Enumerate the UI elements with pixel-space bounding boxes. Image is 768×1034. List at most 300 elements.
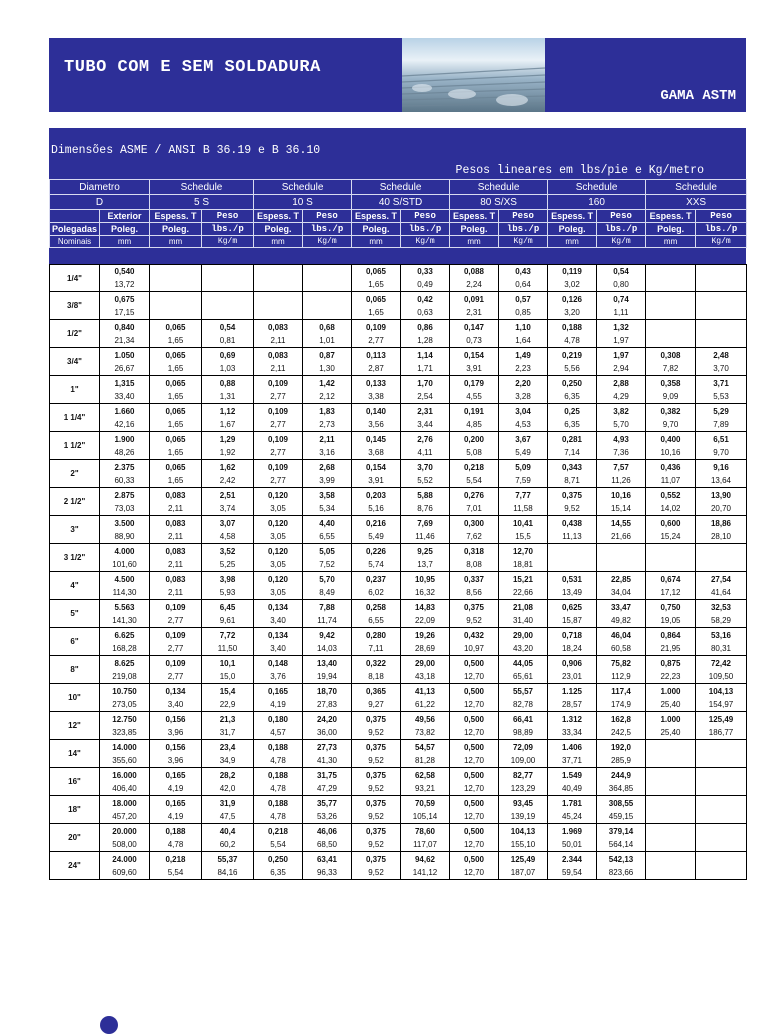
- thickness-mm: 6,35: [270, 867, 286, 877]
- nominal-size-cell: 20": [50, 824, 100, 852]
- weight-kg: 16,32: [414, 587, 436, 597]
- weight-kg: 27,83: [316, 699, 338, 709]
- weight-cell: [202, 348, 254, 376]
- thickness-mm: 1,65: [368, 307, 384, 317]
- thickness-cell: [646, 292, 696, 320]
- thickness-cell: [548, 404, 597, 432]
- thickness-inch: 0,126: [561, 294, 583, 304]
- weight-cell: [303, 572, 352, 600]
- thickness-mm: 2,24: [466, 280, 482, 289]
- weight-cell: [202, 460, 254, 488]
- weight-kg: 3,44: [417, 419, 433, 429]
- weight-kg: 285,9: [610, 755, 632, 765]
- thickness-cell: [352, 768, 401, 796]
- weight-kg: 5,52: [417, 475, 433, 485]
- thickness-inch: 0,065: [165, 462, 186, 472]
- poleg-header: Poleg.: [646, 223, 696, 236]
- weight-cell: [499, 600, 548, 628]
- table-row: [50, 684, 747, 712]
- thickness-inch: 0,237: [365, 574, 387, 584]
- thickness-inch: 0,718: [561, 630, 583, 640]
- peso-header: Peso: [202, 210, 254, 223]
- nominal-size-cell: 1": [50, 376, 100, 404]
- exterior-mm: 42,16: [114, 419, 135, 429]
- mm-header: mm: [450, 236, 499, 248]
- nominal-size-cell: 12": [50, 712, 100, 740]
- thickness-cell: [646, 768, 696, 796]
- weight-lbs: 32,53: [710, 602, 732, 612]
- thickness-mm: 7,11: [368, 643, 384, 653]
- nominal-size-cell: 6": [50, 628, 100, 656]
- weight-kg: 186,77: [708, 727, 734, 737]
- thickness-mm: 5,08: [466, 447, 482, 457]
- weight-lbs: 7,88: [319, 602, 335, 612]
- thickness-inch: 0,436: [660, 462, 681, 472]
- thickness-cell: [352, 348, 401, 376]
- thickness-inch: 0,165: [165, 798, 186, 808]
- thickness-cell: [646, 544, 696, 572]
- exterior-mm: 114,30: [112, 587, 137, 597]
- weight-lbs: 41,13: [414, 686, 436, 696]
- weight-kg: 1,97: [613, 335, 629, 345]
- weight-cell: [696, 824, 747, 852]
- mm-header: mm: [646, 236, 696, 248]
- thickness-mm: 15,24: [660, 531, 681, 541]
- poleg-header: Poleg.: [352, 223, 401, 236]
- thickness-mm: 2,31: [466, 307, 482, 317]
- thickness-mm: 6,35: [564, 391, 580, 401]
- thickness-cell: [450, 740, 499, 768]
- thickness-inch: 0,375: [365, 742, 387, 752]
- thickness-inch: 0,375: [365, 714, 387, 724]
- thickness-inch: 0,500: [463, 658, 485, 668]
- thickness-mm: 25,40: [660, 699, 681, 709]
- thickness-inch: 0,552: [660, 490, 681, 500]
- thickness-mm: 3,05: [270, 559, 286, 569]
- weight-kg: 65,61: [512, 671, 534, 681]
- thickness-inch: 0,500: [463, 770, 485, 780]
- pipe-dimensions-table: [49, 264, 747, 880]
- thickness-cell: [646, 712, 696, 740]
- exterior-cell: [100, 852, 150, 880]
- weight-cell: [303, 320, 352, 348]
- weight-cell: [401, 460, 450, 488]
- thickness-cell: [352, 628, 401, 656]
- thickness-mm: 12,70: [463, 867, 485, 877]
- thickness-cell: [450, 432, 499, 460]
- weight-lbs: 31,9: [219, 798, 236, 808]
- weight-cell: [202, 852, 254, 880]
- thickness-cell: [150, 376, 202, 404]
- peso-header: Peso: [401, 210, 450, 223]
- weight-kg: 96,33: [316, 867, 338, 877]
- weight-cell: [499, 852, 548, 880]
- exterior-mm: 457,20: [112, 811, 137, 821]
- weight-kg: 42,0: [219, 783, 236, 793]
- weight-kg: 5,49: [515, 447, 531, 457]
- exterior-mm: 141,30: [112, 615, 137, 625]
- weight-cell: [303, 376, 352, 404]
- table-row: [50, 572, 747, 600]
- weight-lbs: 1,70: [417, 378, 433, 388]
- thickness-inch: 0,300: [463, 518, 485, 528]
- weight-kg: 22,9: [219, 699, 236, 709]
- thickness-cell: [450, 404, 499, 432]
- weight-cell: [401, 488, 450, 516]
- kgm-header: Kg/m: [401, 236, 450, 248]
- weight-lbs: 125,49: [708, 714, 734, 724]
- thickness-inch: 0,120: [267, 518, 289, 528]
- weight-lbs: 2,31: [417, 406, 433, 416]
- thickness-inch: 0,109: [165, 658, 186, 668]
- thickness-cell: [150, 600, 202, 628]
- thickness-cell: [254, 544, 303, 572]
- weight-cell: [696, 740, 747, 768]
- weight-cell: [202, 292, 254, 320]
- thickness-cell: [254, 432, 303, 460]
- exterior-mm: 101,60: [112, 559, 137, 569]
- weight-kg: 823,66: [608, 867, 634, 877]
- thickness-cell: [254, 768, 303, 796]
- thickness-cell: [646, 824, 696, 852]
- thickness-cell: [548, 740, 597, 768]
- weight-lbs: 14,83: [414, 602, 436, 612]
- thickness-inch: 1.549: [561, 770, 583, 780]
- thickness-inch: 0,109: [165, 602, 186, 612]
- weight-lbs: 78,60: [414, 826, 436, 836]
- weight-kg: 4,11: [417, 447, 433, 457]
- weight-kg: 2,23: [515, 363, 531, 373]
- kgm-header: Kg/m: [303, 236, 352, 248]
- thickness-mm: 5,54: [167, 867, 184, 877]
- thickness-cell: [646, 320, 696, 348]
- lbs-header: lbs./p: [499, 223, 548, 236]
- thickness-cell: [450, 768, 499, 796]
- exterior-cell: [100, 712, 150, 740]
- weight-lbs: 18,70: [316, 686, 338, 696]
- thickness-mm: 2,11: [168, 559, 183, 569]
- thickness-cell: [254, 572, 303, 600]
- weight-cell: [696, 460, 747, 488]
- nominal-size-cell: 10": [50, 684, 100, 712]
- thickness-cell: [548, 544, 597, 572]
- thickness-inch: 0,219: [561, 350, 583, 360]
- weight-kg: 15,14: [610, 503, 632, 513]
- thickness-mm: 21,95: [660, 643, 681, 653]
- weight-lbs: 0,69: [219, 350, 236, 360]
- thickness-cell: [150, 684, 202, 712]
- thickness-cell: [150, 292, 202, 320]
- nominal-size-cell: 5": [50, 600, 100, 628]
- weight-cell: [597, 460, 646, 488]
- thickness-cell: [150, 712, 202, 740]
- weight-kg: 49,82: [610, 615, 632, 625]
- weight-cell: [696, 628, 747, 656]
- table-row: [50, 712, 747, 740]
- thickness-inch: 0,337: [463, 574, 485, 584]
- exterior-inch: 2.875: [114, 490, 135, 500]
- thickness-inch: 0,065: [165, 378, 186, 388]
- thickness-inch: 0,375: [561, 490, 583, 500]
- thickness-cell: [450, 824, 499, 852]
- lbs-header: lbs./p: [401, 223, 450, 236]
- thickness-mm: 1,65: [167, 391, 184, 401]
- thickness-cell: [548, 348, 597, 376]
- thickness-cell: [254, 376, 303, 404]
- thickness-inch: 0,109: [365, 322, 387, 332]
- weight-cell: [303, 628, 352, 656]
- weight-cell: [303, 460, 352, 488]
- weight-kg: 34,04: [610, 587, 632, 597]
- table-row: [50, 796, 747, 824]
- thickness-cell: [352, 376, 401, 404]
- pipes-photo: [402, 38, 545, 112]
- thickness-inch: 0,400: [660, 434, 681, 444]
- diametro-header: Diametro: [50, 180, 150, 195]
- weight-lbs: 2,76: [417, 434, 433, 444]
- weight-kg: 11,50: [217, 643, 238, 653]
- weight-cell: [401, 265, 450, 292]
- thickness-mm: 2,87: [368, 363, 384, 373]
- weight-kg: 1,67: [219, 419, 236, 429]
- thickness-cell: [352, 292, 401, 320]
- thickness-cell: [548, 656, 597, 684]
- weight-lbs: 3,67: [515, 434, 531, 444]
- thickness-mm: 3,96: [167, 727, 184, 737]
- thickness-cell: [646, 852, 696, 880]
- thickness-mm: 2,77: [368, 335, 384, 345]
- weight-kg: 364,85: [608, 783, 634, 793]
- thickness-cell: [646, 656, 696, 684]
- thickness-cell: [150, 516, 202, 544]
- weight-cell: [202, 516, 254, 544]
- thickness-cell: [150, 796, 202, 824]
- thickness-mm: 1,65: [167, 419, 184, 429]
- thickness-mm: 10,16: [660, 447, 681, 457]
- exterior-inch: 12.750: [112, 714, 137, 724]
- thickness-mm: 33,34: [561, 727, 583, 737]
- poleg-header: Poleg.: [548, 223, 597, 236]
- nominal-size-cell: 1 1/2": [50, 432, 100, 460]
- thickness-mm: 9,52: [368, 783, 384, 793]
- weight-cell: [499, 516, 548, 544]
- schedule-5s: 5 S: [150, 195, 254, 210]
- thickness-inch: 0,281: [561, 434, 583, 444]
- weight-kg: 5,53: [713, 391, 729, 401]
- thickness-cell: [548, 628, 597, 656]
- thickness-cell: [548, 488, 597, 516]
- weight-cell: [401, 684, 450, 712]
- weight-lbs: 12,70: [512, 546, 534, 556]
- weight-lbs: 5,09: [515, 462, 531, 472]
- espess-header: Espess. T: [450, 210, 499, 223]
- thickness-cell: [646, 516, 696, 544]
- thickness-cell: [352, 712, 401, 740]
- thickness-mm: 12,70: [463, 783, 485, 793]
- weight-cell: [499, 460, 548, 488]
- weight-cell: [202, 824, 254, 852]
- weight-lbs: 2,88: [613, 378, 629, 388]
- thickness-mm: 5,54: [466, 475, 482, 485]
- exterior-inch: 6.625: [114, 630, 135, 640]
- thickness-mm: 9,70: [662, 419, 679, 429]
- thickness-inch: 0,145: [365, 434, 387, 444]
- thickness-cell: [548, 824, 597, 852]
- thickness-mm: 8,18: [368, 671, 384, 681]
- thickness-cell: [548, 712, 597, 740]
- thickness-inch: 0,375: [365, 826, 387, 836]
- thickness-mm: 3,05: [270, 531, 286, 541]
- thickness-cell: [646, 628, 696, 656]
- thickness-mm: 11,13: [562, 531, 582, 541]
- thickness-cell: [150, 320, 202, 348]
- thickness-mm: 9,27: [368, 699, 384, 709]
- weight-cell: [499, 572, 548, 600]
- thickness-cell: [450, 544, 499, 572]
- thickness-mm: 3,38: [368, 391, 384, 401]
- weight-lbs: 9,16: [713, 462, 729, 472]
- thickness-mm: 3,76: [270, 671, 286, 681]
- weight-kg: 109,00: [510, 755, 536, 765]
- weight-cell: [499, 796, 548, 824]
- exterior-mm: 26,67: [114, 363, 135, 373]
- thickness-mm: 5,56: [564, 363, 580, 373]
- weight-kg: 174,9: [610, 699, 632, 709]
- weight-kg: 3,28: [515, 391, 531, 401]
- exterior-inch: 16.000: [112, 770, 137, 780]
- thickness-cell: [450, 265, 499, 292]
- weight-lbs: 22,85: [610, 574, 632, 584]
- weight-kg: 11,46: [415, 531, 435, 541]
- exterior-inch: 4.000: [114, 546, 135, 556]
- weight-lbs: 0,33: [417, 267, 433, 276]
- exterior-mm: 508,00: [112, 839, 137, 849]
- weight-cell: [597, 600, 646, 628]
- lbs-header: lbs./p: [696, 223, 747, 236]
- thickness-inch: 0,258: [365, 602, 387, 612]
- weight-lbs: 15,4: [219, 686, 236, 696]
- weight-kg: 47,5: [219, 811, 236, 821]
- thickness-inch: 0,375: [365, 854, 387, 864]
- weight-cell: [696, 376, 747, 404]
- thickness-mm: 2,11: [168, 587, 183, 597]
- thickness-inch: 0,091: [463, 294, 485, 304]
- weight-lbs: 49,56: [414, 714, 436, 724]
- weight-kg: 22,09: [414, 615, 436, 625]
- schedule-10s: 10 S: [254, 195, 352, 210]
- weight-kg: 73,82: [414, 727, 436, 737]
- thickness-cell: [646, 348, 696, 376]
- weight-kg: 4,58: [219, 531, 236, 541]
- thickness-cell: [352, 265, 401, 292]
- weight-kg: 58,29: [710, 615, 732, 625]
- thickness-cell: [150, 656, 202, 684]
- thickness-cell: [450, 320, 499, 348]
- thickness-mm: 13,49: [561, 587, 583, 597]
- exterior-mm: 21,34: [114, 335, 135, 345]
- thickness-mm: 2,11: [168, 503, 183, 513]
- weight-lbs: 24,20: [316, 714, 338, 724]
- weight-cell: [597, 852, 646, 880]
- weight-cell: [303, 292, 352, 320]
- weight-cell: [401, 768, 450, 796]
- weight-lbs: 63,41: [316, 854, 338, 864]
- thickness-inch: 0,280: [365, 630, 387, 640]
- thickness-cell: [450, 460, 499, 488]
- weight-kg: 154,97: [708, 699, 734, 709]
- thickness-inch: 1.406: [561, 742, 583, 752]
- weight-lbs: 72,09: [512, 742, 534, 752]
- thickness-cell: [150, 460, 202, 488]
- weight-kg: 1,01: [319, 335, 335, 345]
- thickness-inch: 1.125: [561, 686, 583, 696]
- weight-cell: [597, 320, 646, 348]
- weight-cell: [303, 712, 352, 740]
- thickness-mm: 10,97: [463, 643, 485, 653]
- thickness-inch: 0,875: [660, 658, 681, 668]
- weight-kg: 21,66: [610, 531, 632, 541]
- weight-kg: 564,14: [608, 839, 634, 849]
- weight-cell: [202, 265, 254, 292]
- weight-cell: [303, 265, 352, 292]
- thickness-cell: [646, 265, 696, 292]
- thickness-cell: [646, 572, 696, 600]
- weight-lbs: 5,05: [319, 546, 335, 556]
- thickness-inch: 1.000: [660, 714, 681, 724]
- thickness-mm: 59,54: [561, 867, 583, 877]
- weight-kg: 28,10: [710, 531, 732, 541]
- thickness-cell: [646, 404, 696, 432]
- weight-lbs: 2,48: [713, 350, 729, 360]
- weight-kg: 3,16: [319, 447, 335, 457]
- exterior-inch: 24.000: [112, 854, 137, 864]
- weight-lbs: 3,07: [219, 518, 236, 528]
- exterior-cell: [100, 404, 150, 432]
- weight-kg: 1,64: [515, 335, 531, 345]
- weight-lbs: 53,16: [710, 630, 732, 640]
- nominal-size-cell: 3": [50, 516, 100, 544]
- weight-cell: [499, 404, 548, 432]
- nominal-size-cell: 14": [50, 740, 100, 768]
- thickness-cell: [254, 460, 303, 488]
- thickness-inch: 0,500: [463, 742, 485, 752]
- weight-cell: [499, 684, 548, 712]
- weight-cell: [401, 712, 450, 740]
- lbs-header: lbs./p: [303, 223, 352, 236]
- exterior-inch: 10.750: [112, 686, 137, 696]
- thickness-mm: 12,70: [463, 755, 485, 765]
- weight-lbs: 66,41: [512, 714, 534, 724]
- exterior-mm: 609,60: [112, 867, 137, 877]
- thickness-inch: 0,188: [267, 798, 289, 808]
- weight-lbs: 1,62: [219, 462, 236, 472]
- poleg-header: Poleg.: [100, 223, 150, 236]
- thickness-inch: 0,864: [660, 630, 681, 640]
- thickness-mm: 2,77: [270, 447, 286, 457]
- thickness-inch: 0,188: [165, 826, 186, 836]
- weight-lbs: 6,51: [713, 434, 729, 444]
- weight-kg: 117,07: [413, 839, 437, 849]
- weight-kg: 109,50: [708, 671, 734, 681]
- weight-lbs: 27,73: [316, 742, 338, 752]
- nominal-size-cell: 3 1/2": [50, 544, 100, 572]
- exterior-cell: [100, 600, 150, 628]
- weight-cell: [499, 432, 548, 460]
- weight-lbs: 33,47: [610, 602, 632, 612]
- brand-logo-icon: [100, 1016, 118, 1034]
- d-header: D: [50, 195, 150, 210]
- weight-cell: [597, 656, 646, 684]
